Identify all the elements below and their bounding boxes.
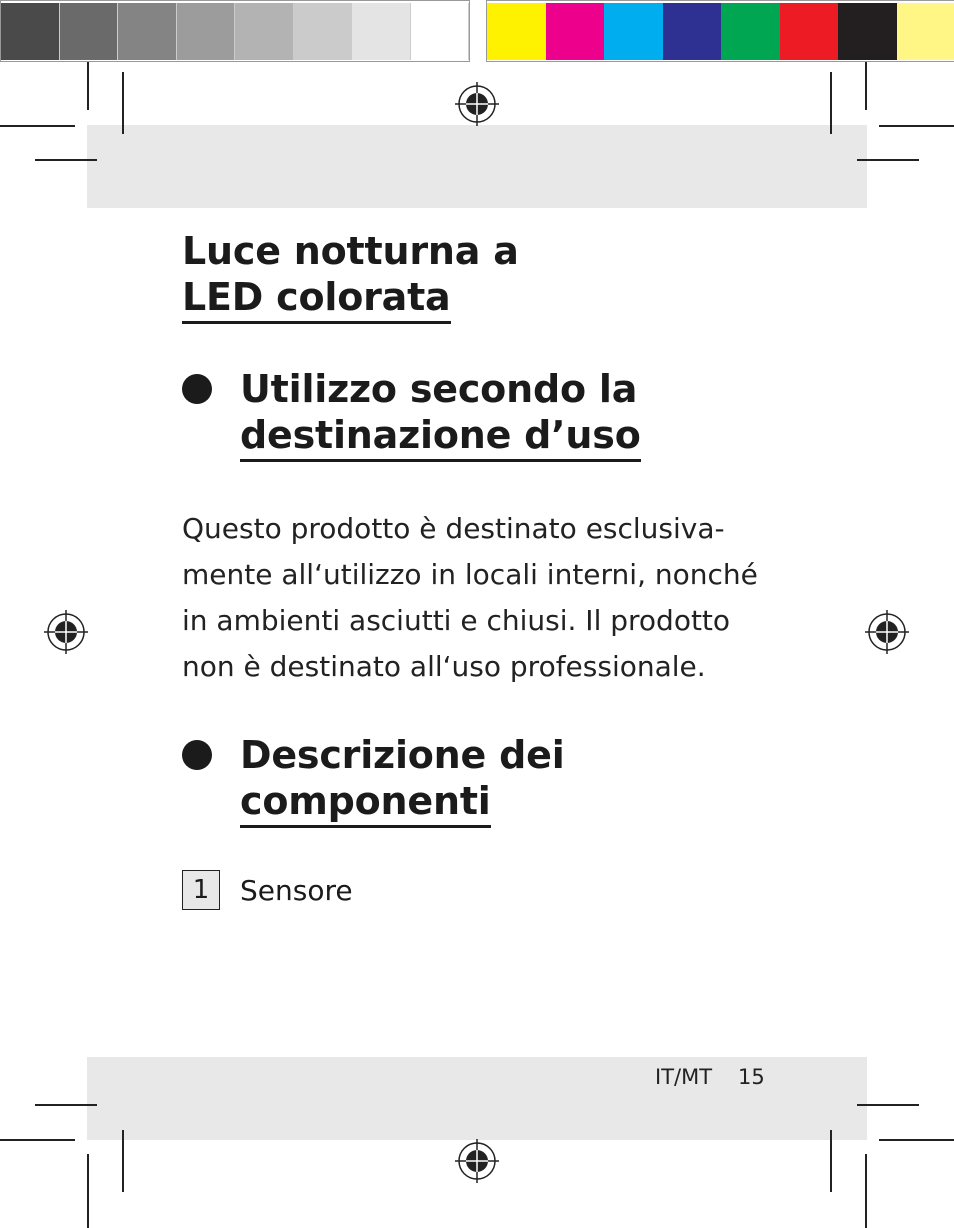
registration-mark-icon [863, 608, 911, 656]
crop-mark [830, 1130, 832, 1192]
color-swatch [487, 3, 546, 60]
color-swatch [177, 3, 236, 60]
page-number: 15 [738, 1065, 765, 1089]
crop-mark [0, 1139, 75, 1141]
crop-mark [87, 62, 89, 110]
heading-line-1: Descrizione dei [240, 733, 565, 777]
header-band [87, 125, 867, 208]
color-swatch [546, 3, 605, 60]
title-line-1: Luce notturna a [182, 229, 519, 273]
registration-mark-icon [453, 1137, 501, 1185]
color-calibration-bar [486, 0, 954, 62]
intended-use-paragraph: Questo prodotto è destinato esclusiva-mente all‘utilizzo in locali interni, nonché in ambienti asciutti e chiusi. Il prodotto non è destinato all‘uso professionale. [182, 512, 758, 683]
crop-mark [857, 159, 919, 161]
heading-line-2: componenti [240, 779, 491, 828]
registration-mark-icon [42, 608, 90, 656]
crop-mark [830, 72, 832, 134]
color-swatch [411, 3, 470, 60]
crop-mark [857, 1104, 919, 1106]
bullet-icon [182, 740, 212, 770]
color-swatch [721, 3, 780, 60]
color-swatch [838, 3, 897, 60]
crop-mark [865, 1154, 867, 1228]
color-swatch [60, 3, 119, 60]
color-swatch [897, 3, 954, 60]
color-swatch [294, 3, 353, 60]
list-item [182, 870, 353, 910]
crop-mark [879, 125, 954, 127]
crop-mark [87, 1154, 89, 1228]
crop-mark [122, 1130, 124, 1192]
crop-mark [879, 1139, 954, 1141]
section-heading [240, 732, 565, 824]
component-number: 1 [182, 870, 220, 910]
component-label: Sensore [240, 873, 353, 907]
color-swatch [235, 3, 294, 60]
crop-mark [0, 125, 75, 127]
registration-mark-icon [453, 80, 501, 128]
color-swatch [663, 3, 722, 60]
heading-line-2: destinazione d’uso [240, 413, 641, 462]
bullet-icon [182, 374, 212, 404]
color-swatch [604, 3, 663, 60]
section-heading [240, 366, 641, 458]
heading-line-1: Utilizzo secondo la [240, 367, 638, 411]
document-title [182, 228, 519, 320]
crop-mark [865, 62, 867, 110]
crop-mark [122, 72, 124, 134]
page-footer [655, 1065, 765, 1089]
color-swatch [352, 3, 411, 60]
grayscale-calibration-bar [0, 0, 470, 62]
crop-mark [35, 159, 97, 161]
language-code: IT/MT [655, 1065, 713, 1089]
title-line-2: LED colorata [182, 275, 451, 324]
color-swatch [118, 3, 177, 60]
color-swatch [1, 3, 60, 60]
crop-mark [35, 1104, 97, 1106]
color-swatch [780, 3, 839, 60]
